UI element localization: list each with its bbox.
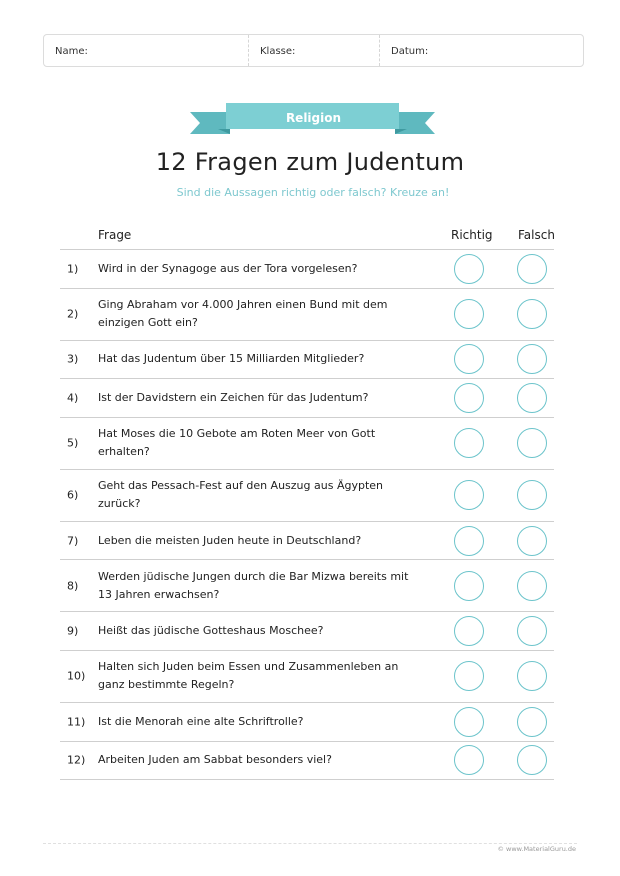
falsch-checkbox[interactable] xyxy=(517,254,547,284)
falsch-checkbox[interactable] xyxy=(517,344,547,374)
falsch-checkbox[interactable] xyxy=(517,526,547,556)
question-text: Halten sich Juden beim Essen und Zusammenleben an ganz bestimmte Regeln? xyxy=(98,660,399,692)
question-text: Ist der Davidstern ein Zeichen für das Judentum? xyxy=(98,390,369,404)
klasse-field[interactable] xyxy=(249,35,380,66)
klasse-label: Klasse: xyxy=(260,46,296,57)
falsch-checkbox[interactable] xyxy=(517,616,547,646)
richtig-checkbox[interactable] xyxy=(454,661,484,691)
falsch-checkbox[interactable] xyxy=(517,661,547,691)
richtig-checkbox[interactable] xyxy=(454,616,484,646)
column-header-falsch: Falsch xyxy=(518,228,555,242)
column-header-frage: Frage xyxy=(98,228,132,242)
question-number: 9) xyxy=(67,624,79,638)
footer-divider xyxy=(43,843,577,844)
table-row xyxy=(60,250,554,289)
question-number: 12) xyxy=(67,753,86,767)
falsch-checkbox[interactable] xyxy=(517,745,547,775)
question-text: Leben die meisten Juden heute in Deutschland? xyxy=(98,533,362,547)
name-label: Name: xyxy=(55,46,88,57)
table-row xyxy=(60,522,554,561)
table-row xyxy=(60,651,554,703)
falsch-checkbox[interactable] xyxy=(517,428,547,458)
question-number: 2) xyxy=(67,307,79,321)
page-subtitle: Sind die Aussagen richtig oder falsch? Kreuze an! xyxy=(176,186,450,199)
table-row xyxy=(60,470,554,522)
datum-label: Datum: xyxy=(391,46,429,57)
table-row xyxy=(60,742,554,781)
question-number: 1) xyxy=(67,262,79,276)
quiz-table xyxy=(60,222,554,780)
question-text: Wird in der Synagoge aus der Tora vorgelesen? xyxy=(98,261,358,275)
datum-field[interactable] xyxy=(380,35,583,66)
question-number: 8) xyxy=(67,579,79,593)
richtig-checkbox[interactable] xyxy=(454,428,484,458)
subject-ribbon xyxy=(190,102,435,138)
richtig-checkbox[interactable] xyxy=(454,299,484,329)
falsch-checkbox[interactable] xyxy=(517,383,547,413)
richtig-checkbox[interactable] xyxy=(454,526,484,556)
question-number: 6) xyxy=(67,488,79,502)
question-number: 11) xyxy=(67,715,86,729)
name-field[interactable] xyxy=(44,35,249,66)
question-number: 4) xyxy=(67,391,79,405)
falsch-checkbox[interactable] xyxy=(517,480,547,510)
table-row xyxy=(60,379,554,418)
question-text: Werden jüdische Jungen durch die Bar Mizwa bereits mit 13 Jahren erwachsen? xyxy=(98,569,409,601)
table-row xyxy=(60,418,554,470)
question-number: 5) xyxy=(67,436,79,450)
question-text: Ist die Menorah eine alte Schriftrolle? xyxy=(98,714,304,728)
student-info-box xyxy=(43,34,584,67)
richtig-checkbox[interactable] xyxy=(454,707,484,737)
question-number: 10) xyxy=(67,669,86,683)
page-title: 12 Fragen zum Judentum xyxy=(155,148,465,176)
column-header-richtig: Richtig xyxy=(451,228,493,242)
question-text: Heißt das jüdische Gotteshaus Moschee? xyxy=(98,624,324,638)
table-row xyxy=(60,703,554,742)
table-row xyxy=(60,560,554,612)
falsch-checkbox[interactable] xyxy=(517,299,547,329)
question-text: Geht das Pessach-Fest auf den Auszug aus Ägypten zurück? xyxy=(98,479,384,511)
question-text: Arbeiten Juden am Sabbat besonders viel? xyxy=(98,753,332,767)
table-row xyxy=(60,612,554,651)
table-row xyxy=(60,289,554,341)
richtig-checkbox[interactable] xyxy=(454,254,484,284)
richtig-checkbox[interactable] xyxy=(454,745,484,775)
richtig-checkbox[interactable] xyxy=(454,344,484,374)
falsch-checkbox[interactable] xyxy=(517,707,547,737)
richtig-checkbox[interactable] xyxy=(454,571,484,601)
question-text: Ging Abraham vor 4.000 Jahren einen Bund mit dem einzigen Gott ein? xyxy=(98,298,388,330)
table-header xyxy=(60,222,554,250)
richtig-checkbox[interactable] xyxy=(454,480,484,510)
question-number: 7) xyxy=(67,534,79,548)
table-row xyxy=(60,341,554,380)
falsch-checkbox[interactable] xyxy=(517,571,547,601)
question-text: Hat das Judentum über 15 Milliarden Mitglieder? xyxy=(98,352,365,366)
question-number: 3) xyxy=(67,352,79,366)
richtig-checkbox[interactable] xyxy=(454,383,484,413)
ribbon-label: Religion xyxy=(285,111,342,125)
question-text: Hat Moses die 10 Gebote am Roten Meer von Gott erhalten? xyxy=(98,427,376,459)
footer-credit: © www.MaterialGuru.de xyxy=(497,845,576,853)
